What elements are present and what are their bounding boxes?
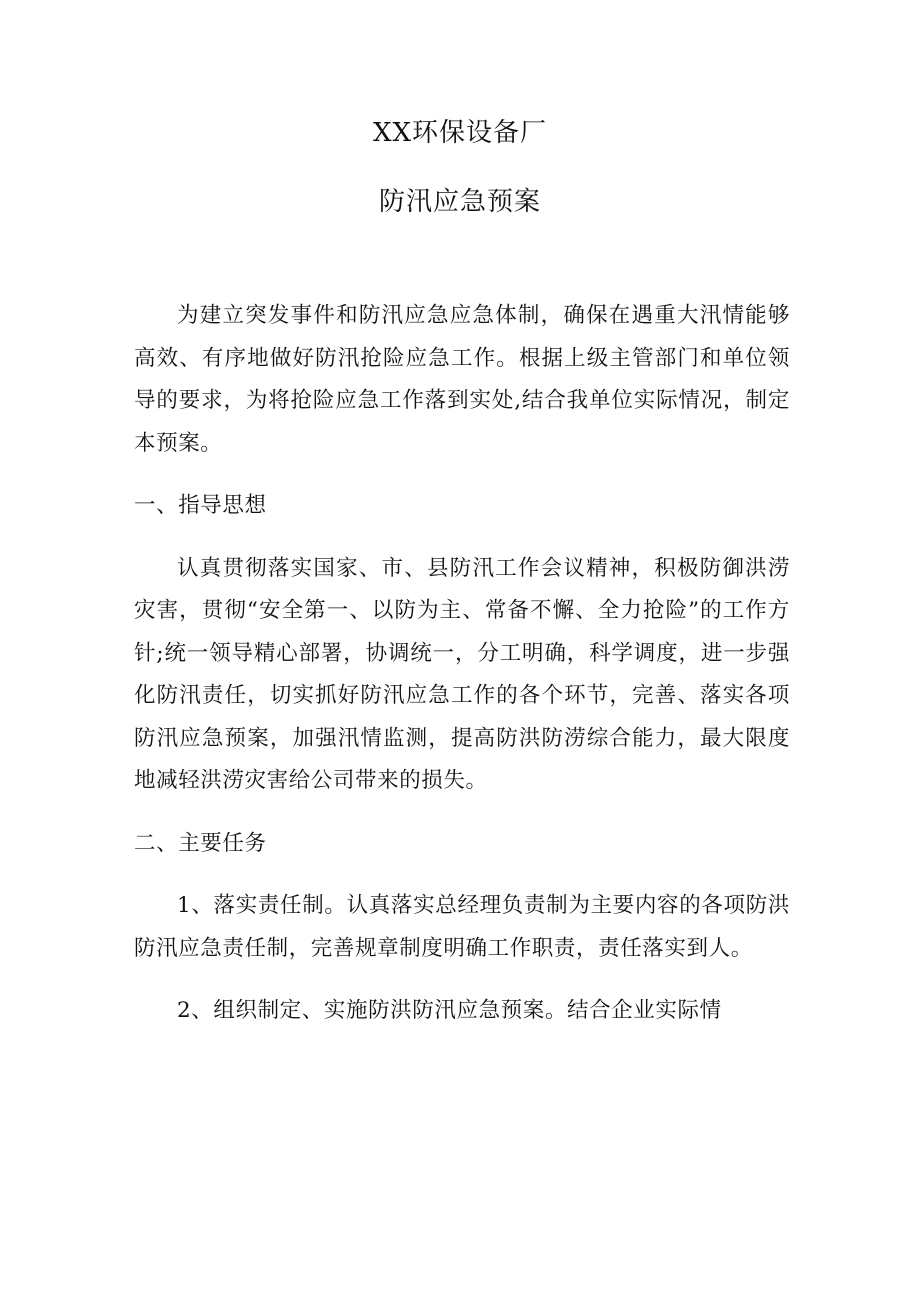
document-title: XX环保设备厂 [372,118,548,148]
task-item-2: 2、组织制定、实施防洪防汛应急预案。结合企业实际情 [177,998,722,1023]
section-heading-guiding-ideology: 一、指导思想 [134,493,267,518]
document-body [134,295,790,1053]
guiding-ideology-paragraph: 认真贯彻落实国家、市、县防汛工作会议精神，积极防御洪涝灾害，贯彻“安全第一、以防为主、常备不懈、全力抢险”的工作方针;统一领导精心部署，协调统一，分工明确，科学调度，进一步强化防汛责任，切实抓好防汛应急工作的各个环节，完善、落实各项防汛应急预案，加强汛情监测，提高防洪防涝综合能力，最大限度地减轻洪涝灾害给公司带来的损失。 [134,555,790,793]
task-item-1: 1、落实责任制。认真落实总经理负责制为主要内容的各项防洪防汛应急责任制，完善规章制度明确工作职责，责任落实到人。 [134,893,790,961]
document-subtitle: 防汛应急预案 [378,187,541,217]
section-heading-main-tasks: 二、主要任务 [134,830,267,856]
intro-paragraph: 为建立突发事件和防汛应急应急体制，确保在遇重大汛情能够高效、有序地做好防汛抢险应急工作。根据上级主管部门和单位领导的要求，为将抢险应急工作落到实处,结合我单位实际情况，制定本预案。 [134,303,790,456]
